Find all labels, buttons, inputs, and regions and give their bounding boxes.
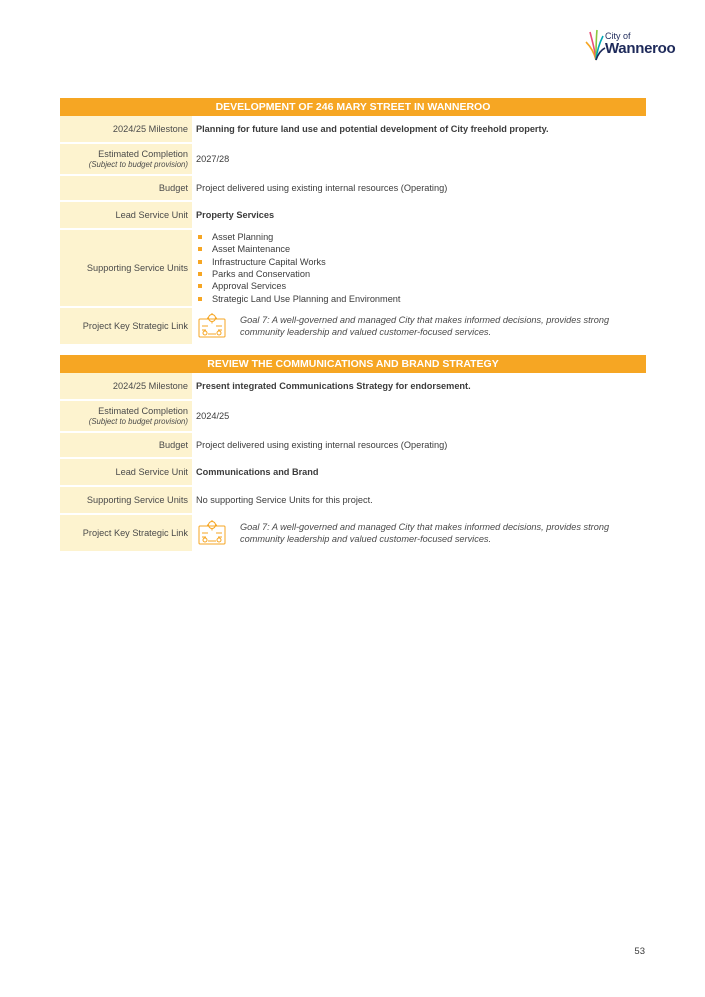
completion-label-sub: (Subject to budget provision) [88, 417, 188, 426]
strategic-label: Project Key Strategic Link [60, 515, 192, 551]
milestone-label: 2024/25 Milestone [60, 116, 192, 142]
strategic-label: Project Key Strategic Link [60, 308, 192, 344]
project-title: DEVELOPMENT OF 246 MARY STREET IN WANNEROO [60, 98, 646, 116]
strategic-value [192, 515, 646, 551]
list-item: Parks and Conservation [196, 268, 400, 280]
strategic-value [192, 308, 646, 344]
logo-mark-icon [584, 26, 606, 64]
lead-value: Property Services [196, 210, 275, 220]
governance-goal-icon [196, 519, 228, 547]
logo-wanneroo-text: Wanneroo [605, 40, 676, 57]
budget-label: Budget [60, 176, 192, 200]
strategic-goal-text: Goal 7: A well-governed and managed City that makes informed decisions, provides strong community leadership and valued customer-focused services. [240, 521, 610, 544]
strategic-row [60, 515, 646, 553]
supporting-value: No supporting Service Units for this project. [196, 495, 373, 505]
logo-city-of-text: City of [605, 31, 631, 41]
completion-value: 2024/25 [196, 411, 230, 421]
project-table-2 [60, 355, 646, 553]
supporting-value [192, 230, 646, 306]
supporting-label: Supporting Service Units [60, 230, 192, 306]
list-item: Strategic Land Use Planning and Environment [196, 293, 400, 305]
completion-label [60, 401, 192, 431]
milestone-row [60, 373, 646, 401]
supporting-units-list [196, 231, 400, 305]
lead-row [60, 459, 646, 487]
page-number: 53 [634, 946, 645, 957]
completion-value: 2027/28 [196, 154, 230, 164]
completion-label-text: Estimated Completion [98, 406, 188, 416]
lead-value: Communications and Brand [196, 467, 319, 477]
list-item: Asset Maintenance [196, 243, 400, 255]
budget-value: Project delivered using existing internal resources (Operating) [196, 183, 448, 193]
milestone-row [60, 116, 646, 144]
supporting-label: Supporting Service Units [60, 487, 192, 513]
supporting-row [60, 230, 646, 308]
completion-label-sub: (Subject to budget provision) [88, 160, 188, 169]
lead-label: Lead Service Unit [60, 202, 192, 228]
strategic-row [60, 308, 646, 346]
project-title: REVIEW THE COMMUNICATIONS AND BRAND STRATEGY [60, 355, 646, 373]
list-item: Infrastructure Capital Works [196, 256, 400, 268]
milestone-label: 2024/25 Milestone [60, 373, 192, 399]
list-item: Asset Planning [196, 231, 400, 243]
project-table-1 [60, 98, 646, 346]
lead-label: Lead Service Unit [60, 459, 192, 485]
list-item: Approval Services [196, 280, 400, 292]
supporting-row [60, 487, 646, 515]
budget-row [60, 176, 646, 202]
completion-row [60, 144, 646, 176]
budget-label: Budget [60, 433, 192, 457]
milestone-value: Planning for future land use and potential development of City freehold property. [196, 124, 549, 134]
governance-goal-icon [196, 312, 228, 340]
budget-value: Project delivered using existing internal resources (Operating) [196, 440, 448, 450]
strategic-goal-text: Goal 7: A well-governed and managed City that makes informed decisions, provides strong community leadership and valued customer-focused services. [240, 314, 610, 337]
city-of-wanneroo-logo [584, 26, 674, 66]
completion-row [60, 401, 646, 433]
budget-row [60, 433, 646, 459]
completion-label [60, 144, 192, 174]
completion-label-text: Estimated Completion [98, 149, 188, 159]
milestone-value: Present integrated Communications Strategy for endorsement. [196, 381, 471, 391]
lead-row [60, 202, 646, 230]
